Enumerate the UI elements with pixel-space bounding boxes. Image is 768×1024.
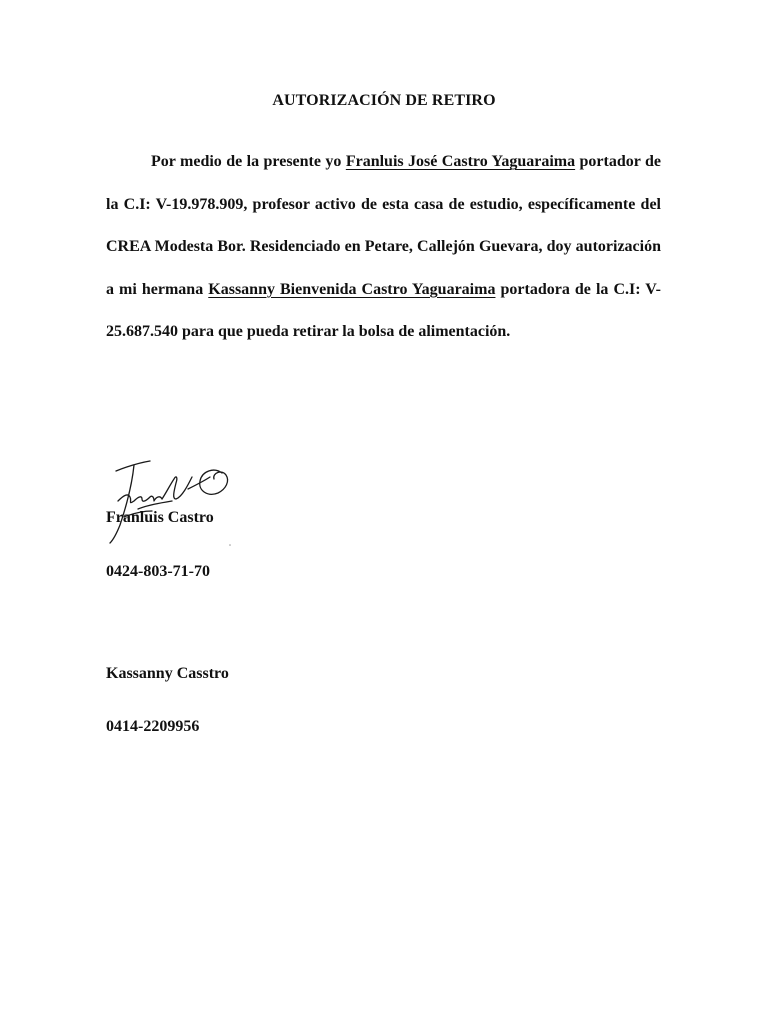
authorized-full-name: Kassanny Bienvenida Castro Yaguaraima [208, 280, 496, 298]
authorization-paragraph [106, 141, 661, 354]
paragraph-part-1: Por medio de la presente yo [151, 153, 346, 170]
recipient-phone: 0414-2209956 [106, 718, 200, 735]
document-title: AUTORIZACIÓN DE RETIRO [272, 92, 496, 109]
signer-phone: 0424-803-71-70 [106, 563, 210, 580]
recipient-name: Kassanny Casstro [106, 665, 229, 682]
paragraph-part-3: portadora de la C.I: V-25.687.540 para que pueda retirar la bolsa de alimentación. [106, 280, 662, 340]
signature-icon [104, 455, 244, 555]
signer-name: Franluis Castro [106, 509, 214, 526]
authorizer-full-name: Franluis José Castro Yaguaraima [345, 153, 576, 170]
paragraph-part-2: portador de la C.I: V-19.978.909, profesor activo de esta casa de estudio, específicamente del CREA Modesta Bor. Residenciado en Petare, Callejón Guevara, doy autorización a mi hermana [106, 153, 661, 298]
